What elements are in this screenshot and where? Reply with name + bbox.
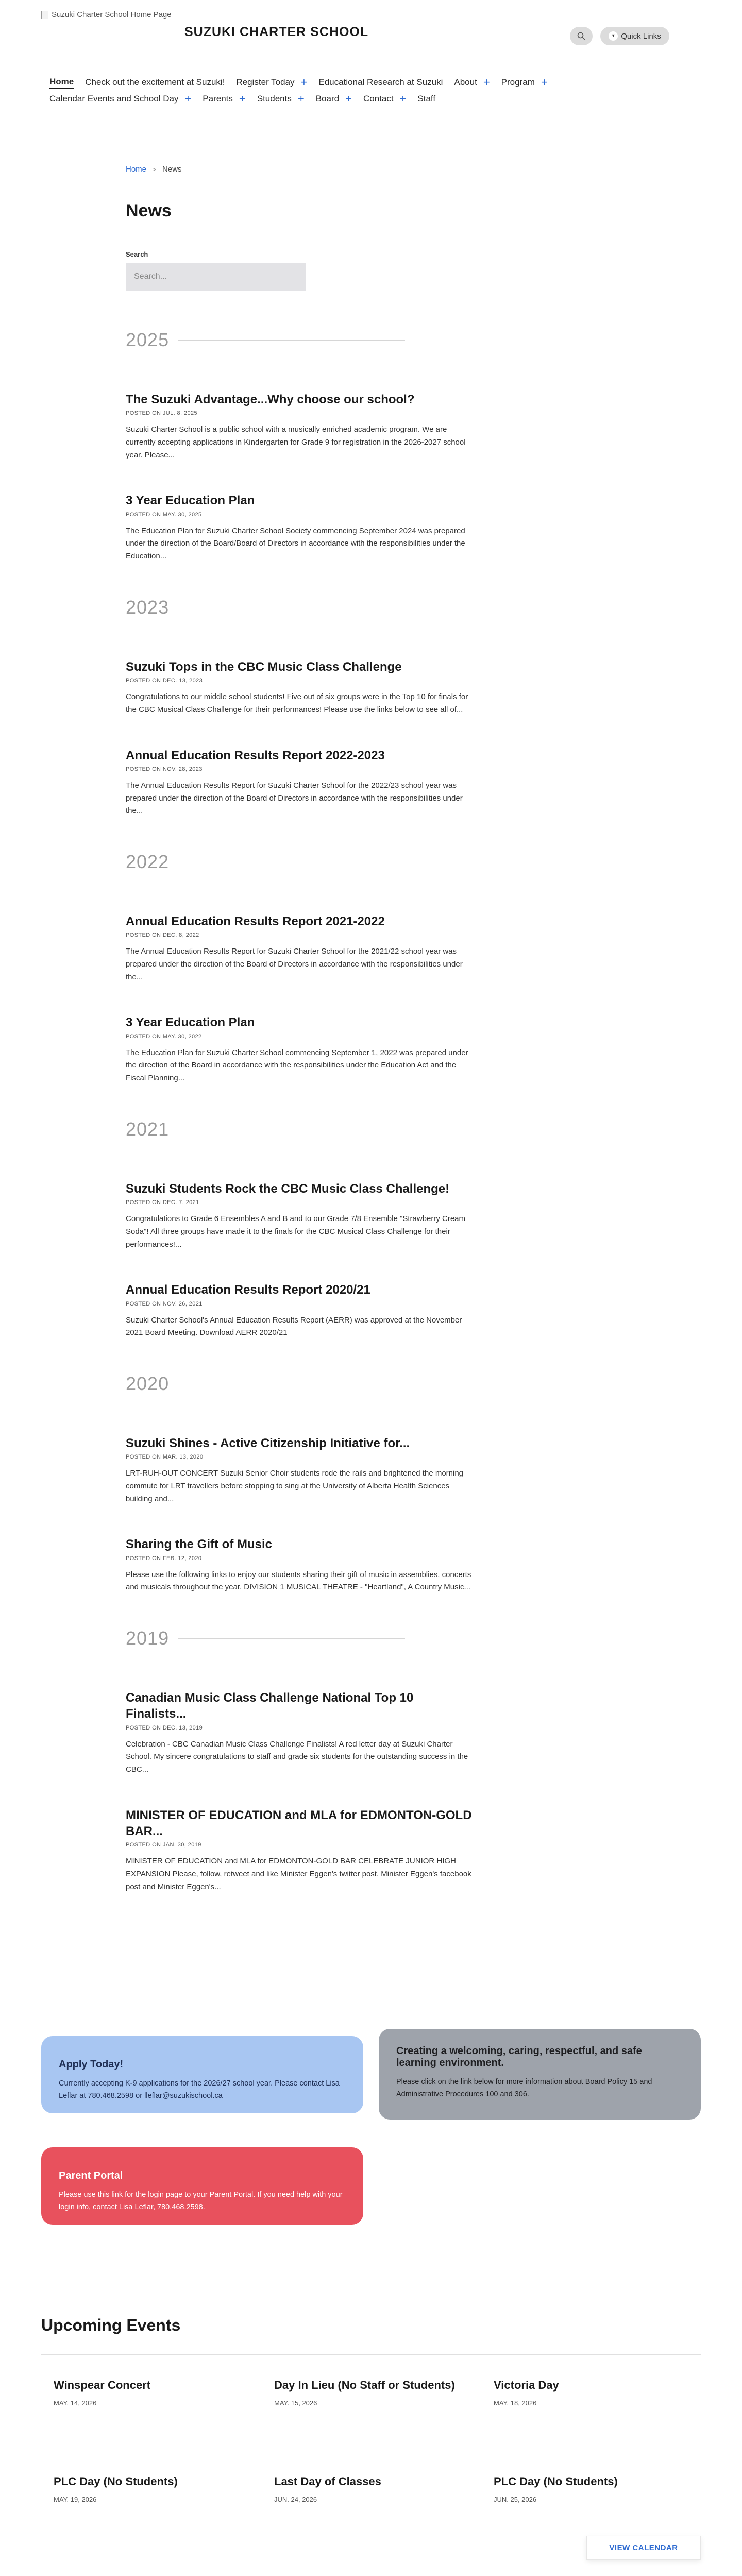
article-date: POSTED ON MAR. 13, 2020 bbox=[126, 1454, 204, 1461]
year-label: 2022 bbox=[126, 851, 170, 872]
search-icon bbox=[577, 32, 585, 40]
article-excerpt: MINISTER OF EDUCATION and MLA for EDMONTON-GOLD BAR CELEBRATE JUNIOR HIGH EXPANSION Please, follow, retweet and like Minister Eggen's twitter post. Minister Eggen's facebook post and Minister Eggen's... bbox=[126, 1857, 471, 1891]
parent-portal-card-text: Please use this link for the login page to your Parent Portal. If you need help with your login info, contact Lisa Leflar, 780.468.2598. bbox=[59, 2191, 343, 2211]
news-article bbox=[126, 1014, 476, 1084]
article-date: POSTED ON MAY. 30, 2025 bbox=[126, 511, 202, 518]
article-title-link[interactable]: MINISTER OF EDUCATION and MLA for EDMONTON-GOLD BAR... bbox=[126, 1808, 472, 1838]
nav-item-label: Students bbox=[257, 94, 292, 104]
news-article bbox=[126, 1282, 476, 1340]
event-item[interactable] bbox=[274, 2474, 465, 2503]
event-date: MAY. 19, 2026 bbox=[54, 2495, 97, 2503]
apply-card-title: Apply Today! bbox=[59, 2059, 124, 2070]
article-title-link[interactable]: Annual Education Results Report 2021-2022 bbox=[126, 914, 385, 928]
nav-item-label: Staff bbox=[417, 94, 436, 104]
nav-item-contact[interactable] bbox=[363, 92, 406, 106]
article-title-link[interactable]: Suzuki Shines - Active Citizenship Initiative for... bbox=[126, 1436, 410, 1450]
article-title-link[interactable]: Suzuki Students Rock the CBC Music Class Challenge! bbox=[126, 1181, 450, 1196]
news-article bbox=[126, 392, 476, 462]
view-calendar-button[interactable]: VIEW CALENDAR bbox=[586, 2536, 701, 2560]
news-list bbox=[126, 319, 486, 1893]
plus-icon[interactable]: + bbox=[184, 92, 192, 105]
breadcrumb bbox=[126, 165, 182, 174]
year-label: 2019 bbox=[126, 1628, 170, 1649]
event-name: Victoria Day bbox=[494, 2379, 559, 2392]
main-navigation bbox=[0, 66, 742, 122]
event-date: MAY. 14, 2026 bbox=[54, 2399, 97, 2407]
year-group-2023 bbox=[126, 587, 486, 818]
nav-item-excitement[interactable] bbox=[85, 76, 225, 89]
parent-portal-card[interactable] bbox=[41, 2147, 363, 2225]
article-date: POSTED ON DEC. 13, 2023 bbox=[126, 677, 203, 684]
year-heading bbox=[126, 1618, 486, 1659]
year-group-2022 bbox=[126, 841, 486, 1085]
breadcrumb-home-link[interactable]: Home bbox=[126, 165, 147, 174]
apply-card-text: Currently accepting K-9 applications for the 2026/27 school year. Please contact Lisa Leflar at 780.468.2598 or lleflar@suzukischool.ca bbox=[59, 2079, 340, 2100]
chevron-right-icon: > bbox=[153, 165, 157, 173]
article-excerpt: The Annual Education Results Report for Suzuki Charter School for the 2021/22 school year was prepared under the direction of the Board of Directors in accordance with the responsibilities under the... bbox=[126, 947, 463, 981]
event-name: PLC Day (No Students) bbox=[54, 2475, 178, 2488]
safe-environment-card[interactable] bbox=[379, 2029, 701, 2120]
year-heading bbox=[126, 841, 486, 883]
year-label: 2020 bbox=[126, 1373, 170, 1394]
nav-item-calendar[interactable] bbox=[49, 92, 191, 106]
event-item[interactable] bbox=[494, 2474, 684, 2503]
event-item[interactable] bbox=[494, 2378, 684, 2407]
news-article bbox=[126, 1536, 476, 1594]
year-label: 2025 bbox=[126, 329, 170, 350]
event-name: Winspear Concert bbox=[54, 2379, 151, 2392]
logo-alt-text: Suzuki Charter School Home Page bbox=[52, 10, 172, 19]
event-date: MAY. 15, 2026 bbox=[274, 2399, 317, 2407]
nav-item-label: Register Today bbox=[236, 77, 295, 87]
article-title-link[interactable]: 3 Year Education Plan bbox=[126, 1015, 255, 1030]
news-article bbox=[126, 493, 476, 563]
nav-item-research[interactable] bbox=[318, 76, 443, 89]
nav-item-label: Check out the excitement at Suzuki! bbox=[85, 77, 225, 87]
nav-item-label: Parents bbox=[203, 94, 233, 104]
article-title-link[interactable]: 3 Year Education Plan bbox=[126, 494, 255, 508]
article-date: POSTED ON DEC. 7, 2021 bbox=[126, 1199, 199, 1206]
safe-environment-card-title: Creating a welcoming, caring, respectful, and safe learning environment. bbox=[396, 2045, 642, 2069]
plus-icon[interactable]: + bbox=[239, 92, 246, 105]
plus-icon[interactable]: + bbox=[297, 92, 305, 105]
nav-row-primary bbox=[49, 76, 559, 89]
page-title: News bbox=[126, 201, 172, 221]
article-excerpt: Suzuki Charter School's Annual Education Results Report (AERR) was approved at the November 2021 Board Meeting. Download AERR 2020/21 bbox=[126, 1315, 462, 1337]
event-date: JUN. 24, 2026 bbox=[274, 2495, 317, 2503]
event-item[interactable] bbox=[274, 2378, 465, 2407]
article-date: POSTED ON JAN. 30, 2019 bbox=[126, 1842, 201, 1849]
quick-links-label: Quick Links bbox=[621, 31, 661, 41]
article-excerpt: Congratulations to Grade 6 Ensembles A and B and to our Grade 7/8 Ensemble "Strawberry Cream Soda"! All three groups have made it to the finals for the CBC Musical Class Challenge for their performances!... bbox=[126, 1214, 466, 1249]
year-label: 2023 bbox=[126, 596, 170, 618]
news-article bbox=[126, 1807, 476, 1894]
article-date: POSTED ON DEC. 13, 2019 bbox=[126, 1724, 203, 1731]
article-date: POSTED ON FEB. 12, 2020 bbox=[126, 1555, 202, 1562]
nav-item-label: About bbox=[454, 77, 477, 87]
news-article bbox=[126, 1435, 476, 1505]
event-name: PLC Day (No Students) bbox=[494, 2475, 618, 2488]
article-date: POSTED ON DEC. 8, 2022 bbox=[126, 932, 199, 939]
nav-item-label: Program bbox=[501, 77, 535, 87]
plus-icon[interactable]: + bbox=[300, 76, 308, 89]
year-divider bbox=[178, 340, 405, 341]
news-article bbox=[126, 748, 476, 818]
upcoming-events-title: Upcoming Events bbox=[41, 2316, 181, 2334]
apply-today-card[interactable] bbox=[41, 2036, 363, 2113]
year-label: 2021 bbox=[126, 1118, 170, 1140]
nav-item-program[interactable] bbox=[501, 76, 548, 89]
article-title-link[interactable]: The Suzuki Advantage...Why choose our school? bbox=[126, 393, 415, 406]
article-date: POSTED ON MAY. 30, 2022 bbox=[126, 1033, 202, 1040]
nav-item-label: Home bbox=[49, 77, 74, 87]
year-divider bbox=[178, 1638, 405, 1639]
article-title-link[interactable]: Canadian Music Class Challenge National Top 10 Finalists... bbox=[126, 1691, 414, 1721]
article-title-link[interactable]: Annual Education Results Report 2020/21 bbox=[126, 1283, 370, 1297]
plus-icon[interactable]: + bbox=[541, 76, 548, 89]
article-title-link[interactable]: Sharing the Gift of Music bbox=[126, 1537, 273, 1552]
year-group-2019 bbox=[126, 1618, 486, 1893]
parent-portal-card-title: Parent Portal bbox=[59, 2170, 123, 2181]
news-article bbox=[126, 913, 476, 984]
chevron-down-icon: ▾ bbox=[609, 31, 618, 41]
logo-image-icon bbox=[41, 11, 48, 19]
article-excerpt: Please use the following links to enjoy our students sharing their gift of music in assemblies, concerts and musicals throughout the year. DIVISION 1 MUSICAL THEATRE - "Heartland", A Country Music... bbox=[126, 1570, 471, 1592]
nav-item-students[interactable] bbox=[257, 92, 305, 106]
nav-item-label: Calendar Events and School Day bbox=[49, 94, 179, 104]
year-heading bbox=[126, 1109, 486, 1150]
year-group-2025 bbox=[126, 319, 486, 563]
article-excerpt: The Education Plan for Suzuki Charter School commencing September 1, 2022 was prepared under the direction of the Board in accordance with the responsibilities under the Education Act and the Fiscal Planning... bbox=[126, 1048, 468, 1083]
article-excerpt: Congratulations to our middle school students! Five out of six groups were in the Top 10 for finals for the CBC Musical Class Challenge for their performances! Please use the links below to see all of... bbox=[126, 692, 468, 714]
nav-item-label: Board bbox=[315, 94, 340, 104]
header-search-button[interactable] bbox=[570, 27, 593, 45]
year-heading bbox=[126, 319, 486, 361]
article-title-link[interactable]: Annual Education Results Report 2022-2023 bbox=[126, 748, 385, 762]
nav-item-label: Educational Research at Suzuki bbox=[318, 77, 443, 87]
article-date: POSTED ON JUL. 8, 2025 bbox=[126, 410, 198, 417]
year-heading bbox=[126, 587, 486, 628]
year-group-2020 bbox=[126, 1363, 486, 1594]
site-title[interactable]: SUZUKI CHARTER SCHOOL bbox=[184, 25, 369, 39]
home-logo-link[interactable] bbox=[41, 10, 172, 19]
event-name: Day In Lieu (No Staff or Students) bbox=[274, 2379, 455, 2392]
safe-environment-card-text: Please click on the link below for more information about Board Policy 15 and Administrative Procedures 100 and 306. bbox=[396, 2078, 652, 2098]
article-date: POSTED ON NOV. 26, 2021 bbox=[126, 1300, 203, 1307]
event-item[interactable] bbox=[54, 2378, 244, 2407]
breadcrumb-current: News bbox=[162, 165, 182, 174]
news-article bbox=[126, 1690, 476, 1776]
event-date: JUN. 25, 2026 bbox=[494, 2495, 537, 2503]
site-header bbox=[0, 0, 742, 66]
event-name: Last Day of Classes bbox=[274, 2475, 381, 2488]
news-article bbox=[126, 659, 476, 717]
nav-item-about[interactable] bbox=[454, 76, 490, 89]
nav-item-board[interactable] bbox=[316, 92, 352, 106]
plus-icon[interactable]: + bbox=[399, 92, 407, 105]
search-label: Search bbox=[126, 250, 148, 258]
year-heading bbox=[126, 1363, 486, 1404]
event-date: MAY. 18, 2026 bbox=[494, 2399, 537, 2407]
event-item[interactable] bbox=[54, 2474, 244, 2503]
nav-item-register[interactable] bbox=[236, 76, 307, 89]
article-excerpt: Celebration - CBC Canadian Music Class Challenge Finalists! A red letter day at Suzuki Charter School. My sincere congratulations to staff and grade six students for the outstanding success in the CBC... bbox=[126, 1739, 468, 1774]
plus-icon[interactable]: + bbox=[483, 76, 490, 89]
article-excerpt: The Annual Education Results Report for Suzuki Charter School for the 2022/23 school year was prepared under the direction of the Board of Directors in accordance with the responsibilities under the... bbox=[126, 781, 463, 816]
article-excerpt: The Education Plan for Suzuki Charter School Society commencing September 2024 was prepared under the direction of the Board/Board of Directors in accordance with the responsibilities under the Education... bbox=[126, 526, 465, 561]
news-search-input[interactable] bbox=[126, 263, 306, 291]
article-date: POSTED ON NOV. 28, 2023 bbox=[126, 766, 203, 772]
events-divider bbox=[41, 2354, 701, 2355]
article-title-link[interactable]: Suzuki Tops in the CBC Music Class Challenge bbox=[126, 659, 402, 674]
nav-row-secondary bbox=[49, 92, 447, 106]
article-excerpt: Suzuki Charter School is a public school with a musically enriched academic program. We are currently accepting applications in Kindergarten for Grade 9 for registration in the 2026-2027 school year. Please... bbox=[126, 425, 466, 460]
nav-item-label: Contact bbox=[363, 94, 394, 104]
nav-item-home[interactable] bbox=[49, 76, 74, 89]
news-article bbox=[126, 1181, 476, 1251]
nav-item-staff[interactable] bbox=[417, 92, 435, 106]
article-excerpt: LRT-RUH-OUT CONCERT Suzuki Senior Choir students rode the rails and brightened the morning commute for LRT travellers before stopping to sing at the University of Alberta Health Sciences building and... bbox=[126, 1469, 464, 1503]
quick-links-button[interactable] bbox=[600, 27, 669, 45]
nav-item-parents[interactable] bbox=[203, 92, 245, 106]
plus-icon[interactable]: + bbox=[345, 92, 352, 105]
year-group-2021 bbox=[126, 1109, 486, 1340]
